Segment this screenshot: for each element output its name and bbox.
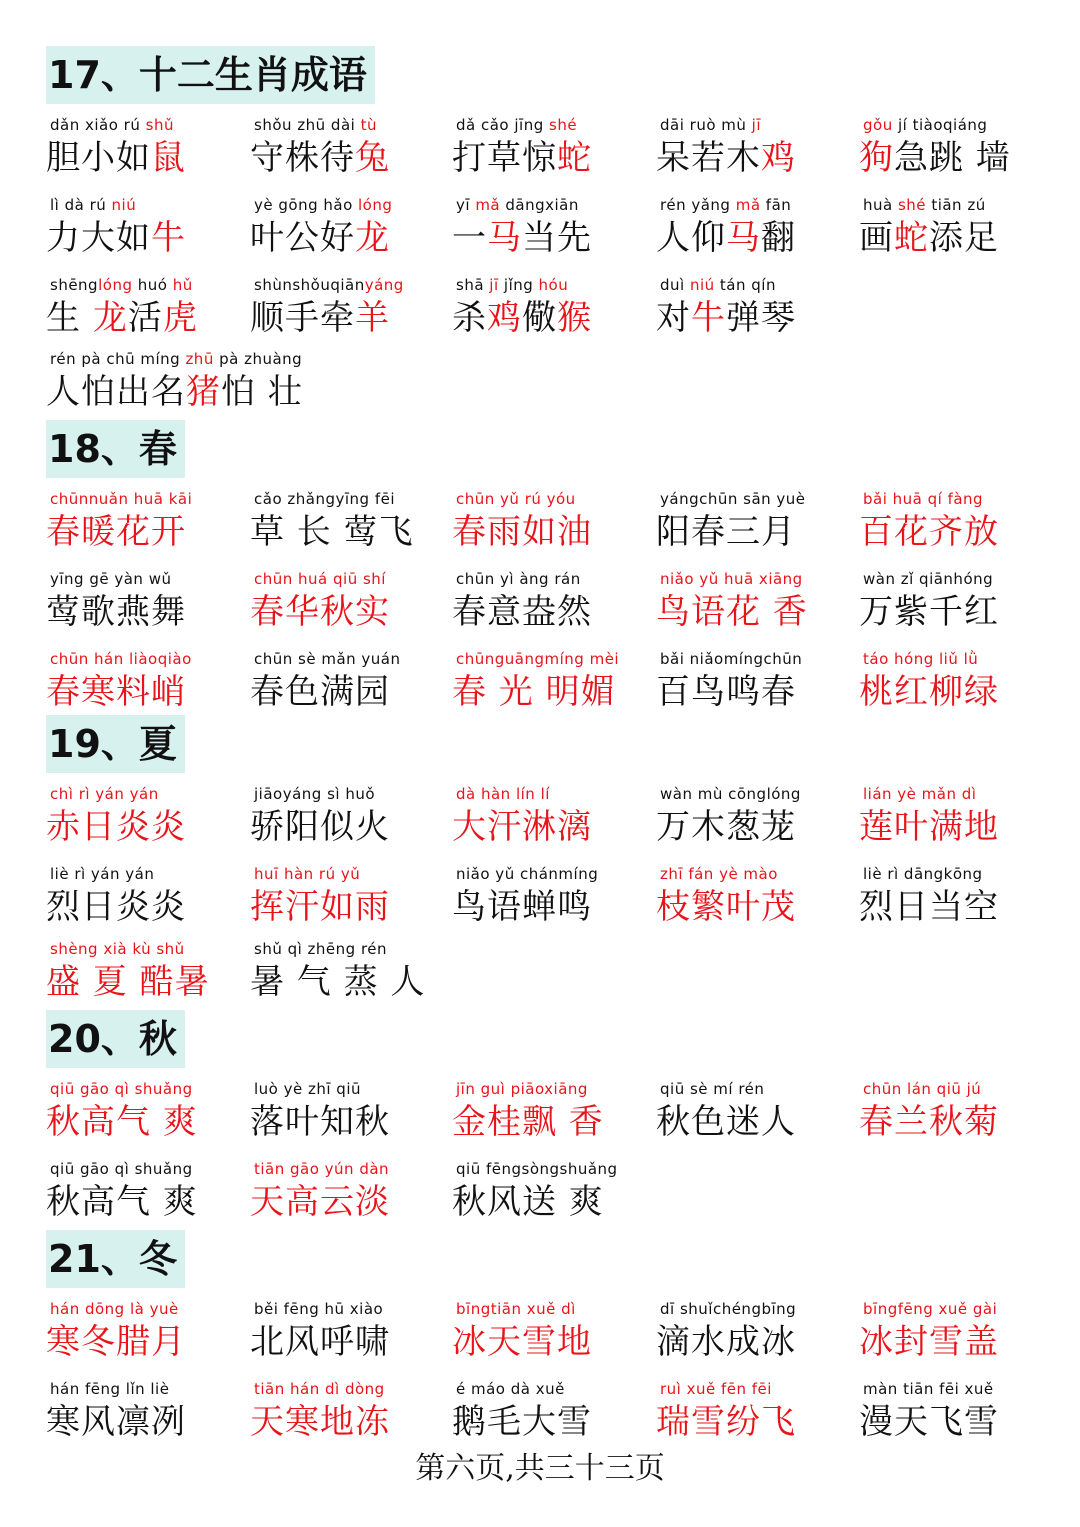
- plain-text: 当先: [522, 218, 592, 258]
- plain-text: dǎn xiǎo rú: [50, 116, 146, 134]
- idiom-characters: [859, 210, 999, 259]
- idiom-characters: [46, 1174, 198, 1223]
- plain-text: 生: [46, 298, 93, 338]
- highlight-text: 大汗淋漓: [452, 807, 592, 847]
- plain-text: 骄阳似火: [250, 807, 390, 847]
- highlight-text: hóu: [538, 276, 569, 294]
- section-title: 20、秋: [46, 1010, 185, 1068]
- idiom-characters: [46, 799, 186, 848]
- plain-text: 胆小如: [46, 138, 151, 178]
- idiom-row: [46, 650, 1056, 730]
- highlight-text: chūn huá qiū shí: [254, 570, 386, 588]
- idiom-characters: [46, 130, 186, 179]
- highlight-text: shé: [549, 116, 578, 134]
- idiom-characters: [46, 584, 186, 633]
- idiom-row: [46, 1160, 1056, 1240]
- plain-text: chūn sè mǎn yuán: [254, 650, 401, 668]
- highlight-text: 牛: [151, 218, 186, 258]
- plain-text: é máo dà xuě: [456, 1380, 565, 1398]
- highlight-text: 春寒料峭: [46, 672, 186, 712]
- plain-text: niǎo yǔ chánmíng: [456, 865, 599, 883]
- plain-text: jǐng: [498, 276, 539, 294]
- idiom-row: [46, 490, 1056, 570]
- highlight-text: qiū gāo qì shuǎng: [50, 1080, 193, 1098]
- section-title: 19、夏: [46, 715, 185, 773]
- idiom-characters: [250, 584, 390, 633]
- highlight-text: 枝繁叶茂: [656, 887, 796, 927]
- plain-text: 力大如: [46, 218, 151, 258]
- idiom-characters: [859, 799, 999, 848]
- idiom-row: [46, 196, 1056, 276]
- idiom-characters: [452, 664, 616, 713]
- section-title: 17、十二生肖成语: [46, 46, 375, 104]
- highlight-text: lián yè mǎn dì: [863, 785, 977, 803]
- plain-text: 草 长 莺飞: [250, 512, 414, 552]
- idiom-characters: [656, 210, 796, 259]
- highlight-text: huī hàn rú yǔ: [254, 865, 361, 883]
- plain-text: 杀: [452, 298, 487, 338]
- plain-text: yī: [456, 196, 476, 214]
- idiom-characters: [452, 1394, 592, 1443]
- plain-text: 北风呼啸: [250, 1322, 390, 1362]
- highlight-text: mǎ: [475, 196, 501, 214]
- highlight-text: dà hàn lín lí: [456, 785, 550, 803]
- idiom-characters: [250, 1174, 390, 1223]
- idiom-characters: [46, 1394, 186, 1443]
- plain-text: shǔ qì zhēng rén: [254, 940, 388, 958]
- plain-text: běi fēng hū xiào: [254, 1300, 384, 1318]
- idiom-characters: [656, 504, 796, 553]
- plain-text: màn tiān fēi xuě: [863, 1380, 994, 1398]
- highlight-text: 狗: [859, 138, 894, 178]
- plain-text: jí tiàoqiáng: [892, 116, 988, 134]
- highlight-text: 春兰秋菊: [859, 1102, 999, 1142]
- idiom-characters: [46, 504, 186, 553]
- highlight-text: 马: [487, 218, 522, 258]
- highlight-text: bīngtiān xuě dì: [456, 1300, 576, 1318]
- plain-text: shǒu zhū dài: [254, 116, 361, 134]
- idiom-characters: [250, 130, 390, 179]
- plain-text: yè gōng hǎo: [254, 196, 359, 214]
- highlight-text: 羊: [355, 298, 390, 338]
- plain-text: pà zhuàng: [213, 350, 303, 368]
- idiom-characters: [656, 1314, 796, 1363]
- plain-text: wàn zǐ qiānhóng: [863, 570, 994, 588]
- plain-text: 万紫千红: [859, 592, 999, 632]
- highlight-text: ruì xuě fēn fēi: [660, 1380, 772, 1398]
- highlight-text: 鸡: [761, 138, 796, 178]
- idiom-characters: [656, 130, 796, 179]
- highlight-text: chūn yǔ rú yóu: [456, 490, 576, 508]
- plain-text: dī shuǐchéngbīng: [660, 1300, 797, 1318]
- idiom-characters: [452, 1094, 604, 1143]
- highlight-text: 龙: [355, 218, 390, 258]
- highlight-text: bǎi huā qí fàng: [863, 490, 984, 508]
- highlight-text: lóng: [98, 276, 133, 294]
- idiom-characters: [46, 954, 210, 1003]
- highlight-text: jī: [751, 116, 761, 134]
- plain-text: dāi ruò mù: [660, 116, 752, 134]
- idiom-characters: [250, 504, 414, 553]
- plain-text: liè rì yán yán: [50, 865, 155, 883]
- plain-text: 儆: [522, 298, 557, 338]
- plain-text: 人仰: [656, 218, 726, 258]
- plain-text: 人怕出名: [46, 372, 186, 412]
- plain-text: lì dà rú: [50, 196, 112, 214]
- highlight-text: 虎: [162, 298, 198, 338]
- highlight-text: chì rì yán yán: [50, 785, 159, 803]
- idiom-characters: [46, 1094, 198, 1143]
- plain-text: jiāoyáng sì huǒ: [254, 785, 376, 803]
- idiom-row: [46, 1300, 1056, 1380]
- plain-text: 烈日当空: [859, 887, 999, 927]
- highlight-text: 鸟语花 香: [656, 592, 808, 632]
- plain-text: hán fēng lǐn liè: [50, 1380, 170, 1398]
- highlight-text: 马: [726, 218, 761, 258]
- highlight-text: shǔ: [145, 116, 174, 134]
- plain-text: wàn mù cōnglóng: [660, 785, 801, 803]
- plain-text: 弹琴: [726, 298, 796, 338]
- idiom-row: [46, 116, 1056, 196]
- highlight-text: 春雨如油: [452, 512, 592, 552]
- plain-text: yīng gē yàn wǔ: [50, 570, 172, 588]
- idiom-characters: [859, 504, 999, 553]
- highlight-text: 桃红柳绿: [859, 672, 999, 712]
- highlight-text: jīn guì piāoxiāng: [456, 1080, 588, 1098]
- idiom-characters: [656, 584, 808, 633]
- plain-text: tán qín: [714, 276, 776, 294]
- idiom-characters: [250, 290, 390, 339]
- plain-text: 添足: [929, 218, 999, 258]
- plain-text: 对: [656, 298, 691, 338]
- highlight-text: zhū: [185, 350, 214, 368]
- idiom-characters: [452, 130, 592, 179]
- plain-text: tiān zú: [926, 196, 986, 214]
- plain-text: duì: [660, 276, 690, 294]
- highlight-text: 金桂飘 香: [452, 1102, 604, 1142]
- highlight-text: jī: [489, 276, 499, 294]
- highlight-text: 蛇: [557, 138, 592, 178]
- plain-text: shā: [456, 276, 490, 294]
- plain-text: 呆若木: [656, 138, 761, 178]
- highlight-text: 挥汗如雨: [250, 887, 390, 927]
- plain-text: rén yǎng: [660, 196, 736, 214]
- idiom-row: [46, 865, 1056, 945]
- highlight-text: 龙: [92, 298, 128, 338]
- highlight-text: niú: [111, 196, 137, 214]
- highlight-text: chūnnuǎn huā kāi: [50, 490, 193, 508]
- idiom-characters: [250, 879, 390, 928]
- plain-text: 莺歌燕舞: [46, 592, 186, 632]
- idiom-characters: [250, 954, 425, 1003]
- plain-text: luò yè zhī qiū: [254, 1080, 362, 1098]
- plain-text: 顺手牵: [250, 298, 355, 338]
- idiom-characters: [46, 879, 186, 928]
- plain-text: yángchūn sān yuè: [660, 490, 806, 508]
- plain-text: huà: [863, 196, 898, 214]
- highlight-text: 鸡: [487, 298, 522, 338]
- idiom-characters: [46, 210, 186, 259]
- plain-text: 落叶知秋: [250, 1102, 390, 1142]
- idiom-characters: [452, 1174, 604, 1223]
- highlight-text: 兔: [355, 138, 390, 178]
- plain-text: 活: [127, 298, 163, 338]
- idiom-characters: [859, 1394, 999, 1443]
- plain-text: dǎ cǎo jīng: [456, 116, 549, 134]
- plain-text: 守株待: [250, 138, 355, 178]
- plain-text: 烈日炎炎: [46, 887, 186, 927]
- idiom-characters: [250, 1394, 390, 1443]
- plain-text: 滴水成冰: [656, 1322, 796, 1362]
- plain-text: dāngxiān: [500, 196, 579, 214]
- idiom-characters: [46, 364, 303, 413]
- plain-text: 鹅毛大雪: [452, 1402, 592, 1442]
- plain-text: 鸟语蝉鸣: [452, 887, 592, 927]
- plain-text: 翻: [761, 218, 796, 258]
- highlight-text: 春华秋实: [250, 592, 390, 632]
- highlight-text: 冰封雪盖: [859, 1322, 999, 1362]
- idiom-characters: [656, 664, 796, 713]
- plain-text: 百鸟鸣春: [656, 672, 796, 712]
- plain-text: 秋色迷人: [656, 1102, 796, 1142]
- highlight-text: tiān gāo yún dàn: [254, 1160, 390, 1178]
- idiom-characters: [250, 1094, 390, 1143]
- idiom-row: [46, 1080, 1056, 1160]
- idiom-characters: [859, 1094, 999, 1143]
- highlight-text: yáng: [364, 276, 404, 294]
- highlight-text: 天寒地冻: [250, 1402, 390, 1442]
- plain-text: 打草惊: [452, 138, 557, 178]
- idiom-characters: [859, 879, 999, 928]
- plain-text: 春意盎然: [452, 592, 592, 632]
- highlight-text: 瑞雪纷飞: [656, 1402, 796, 1442]
- idiom-characters: [452, 1314, 592, 1363]
- plain-text: liè rì dāngkōng: [863, 865, 983, 883]
- plain-text: 秋高气 爽: [46, 1182, 198, 1222]
- idiom-characters: [452, 799, 592, 848]
- idiom-characters: [452, 210, 592, 259]
- idiom-characters: [46, 1314, 186, 1363]
- plain-text: cǎo zhǎngyīng fēi: [254, 490, 396, 508]
- plain-text: 春色满园: [250, 672, 390, 712]
- highlight-text: tiān hán dì dòng: [254, 1380, 385, 1398]
- highlight-text: mǎ: [735, 196, 761, 214]
- idiom-characters: [452, 504, 592, 553]
- plain-text: chūn yì àng rán: [456, 570, 581, 588]
- highlight-text: 鼠: [151, 138, 186, 178]
- idiom-characters: [250, 210, 390, 259]
- idiom-characters: [250, 664, 390, 713]
- idiom-row: [46, 350, 1056, 430]
- idiom-row: [46, 785, 1056, 865]
- idiom-characters: [859, 130, 1011, 179]
- highlight-text: chūn lán qiū jú: [863, 1080, 982, 1098]
- plain-text: 一: [452, 218, 487, 258]
- page-footer: 第六页,共三十三页: [415, 1451, 665, 1486]
- plain-text: rén pà chū míng: [50, 350, 186, 368]
- highlight-text: 猴: [557, 298, 592, 338]
- highlight-text: lóng: [358, 196, 393, 214]
- idiom-characters: [250, 1314, 390, 1363]
- highlight-text: 百花齐放: [859, 512, 999, 552]
- idiom-characters: [656, 1394, 796, 1443]
- highlight-text: chūnguāngmíng mèi: [456, 650, 620, 668]
- idiom-characters: [859, 584, 999, 633]
- plain-text: 秋风送 爽: [452, 1182, 604, 1222]
- highlight-text: bīngfēng xuě gài: [863, 1300, 998, 1318]
- plain-text: 寒风凛冽: [46, 1402, 186, 1442]
- idiom-row: [46, 940, 1056, 1020]
- plain-text: 画: [859, 218, 894, 258]
- highlight-text: 盛 夏 酷暑: [46, 962, 210, 1002]
- plain-text: 急跳 墙: [894, 138, 1011, 178]
- section-title: 18、春: [46, 420, 185, 478]
- plain-text: 怕 壮: [221, 372, 303, 412]
- highlight-text: 秋高气 爽: [46, 1102, 198, 1142]
- idiom-characters: [656, 799, 796, 848]
- idiom-characters: [452, 290, 592, 339]
- highlight-text: 猪: [186, 372, 221, 412]
- highlight-text: 春暖花开: [46, 512, 186, 552]
- plain-text: qiū fēngsòngshuǎng: [456, 1160, 618, 1178]
- highlight-text: niǎo yǔ huā xiāng: [660, 570, 803, 588]
- highlight-text: 春 光 明媚: [452, 672, 616, 712]
- idiom-row: [46, 276, 1056, 356]
- section-title: 21、冬: [46, 1230, 185, 1288]
- highlight-text: 天高云淡: [250, 1182, 390, 1222]
- plain-text: shùnshǒuqiān: [254, 276, 365, 294]
- idiom-row: [46, 570, 1056, 650]
- idiom-characters: [656, 290, 796, 339]
- highlight-text: táo hóng liǔ lǜ: [863, 650, 979, 668]
- plain-text: 阳春三月: [656, 512, 796, 552]
- plain-text: shēng: [50, 276, 99, 294]
- highlight-text: 蛇: [894, 218, 929, 258]
- idiom-characters: [452, 584, 592, 633]
- idiom-characters: [859, 664, 999, 713]
- highlight-text: hǔ: [172, 276, 193, 294]
- plain-text: 漫天飞雪: [859, 1402, 999, 1442]
- plain-text: 叶公好: [250, 218, 355, 258]
- idiom-characters: [452, 879, 592, 928]
- plain-text: qiū sè mí rén: [660, 1080, 765, 1098]
- highlight-text: hán dōng là yuè: [50, 1300, 179, 1318]
- plain-text: 万木葱茏: [656, 807, 796, 847]
- plain-text: huó: [132, 276, 173, 294]
- highlight-text: shé: [897, 196, 927, 214]
- highlight-text: shèng xià kù shǔ: [50, 940, 185, 958]
- highlight-text: 莲叶满地: [859, 807, 999, 847]
- highlight-text: 赤日炎炎: [46, 807, 186, 847]
- plain-text: bǎi niǎomíngchūn: [660, 650, 803, 668]
- plain-text: qiū gāo qì shuǎng: [50, 1160, 193, 1178]
- plain-text: 暑 气 蒸 人: [250, 962, 426, 1002]
- highlight-text: tù: [360, 116, 377, 134]
- highlight-text: 寒冬腊月: [46, 1322, 186, 1362]
- idiom-characters: [656, 1094, 796, 1143]
- highlight-text: zhī fán yè mào: [660, 865, 778, 883]
- highlight-text: niú: [689, 276, 715, 294]
- idiom-characters: [656, 879, 796, 928]
- highlight-text: gǒu: [863, 116, 893, 134]
- highlight-text: chūn hán liàoqiào: [50, 650, 192, 668]
- idiom-characters: [859, 1314, 999, 1363]
- idiom-characters: [46, 290, 198, 339]
- idiom-characters: [250, 799, 390, 848]
- highlight-text: 冰天雪地: [452, 1322, 592, 1362]
- plain-text: fān: [760, 196, 792, 214]
- highlight-text: 牛: [691, 298, 726, 338]
- idiom-characters: [46, 664, 186, 713]
